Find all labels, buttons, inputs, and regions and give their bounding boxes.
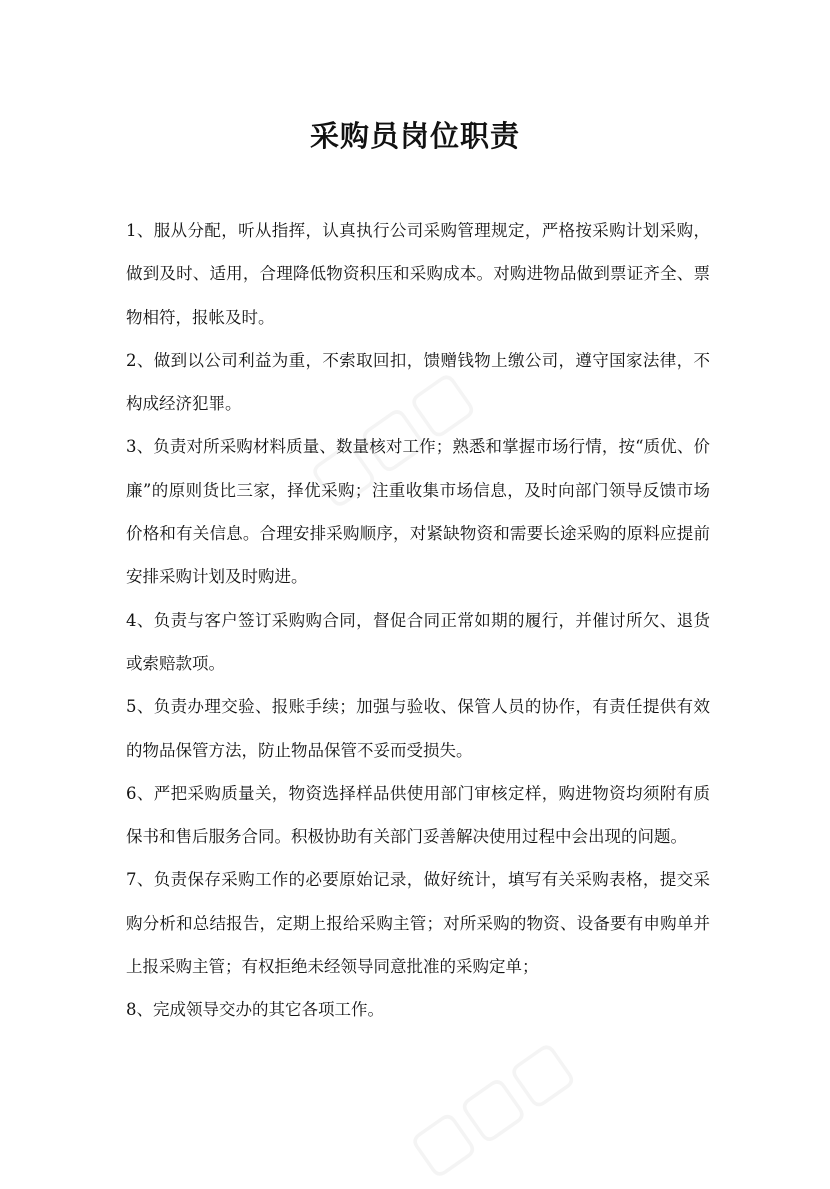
document-body [126,209,710,1032]
duty-item-2: 2、做到以公司利益为重，不索取回扣，馈赠钱物上缴公司，遵守国家法律，不构成经济犯罪。 [126,350,710,414]
duty-item-6: 6、严把采购质量关，物资选择样品供使用部门审核定样，购进物资均须附有质保书和售后服务合同。积极协助有关部门妥善解决使用过程中会出现的问题。 [126,783,710,847]
duty-item-1: 1、服从分配，听从指挥，认真执行公司采购管理规定，严格按采购计划采购，做到及时、适用，合理降低物资积压和采购成本。对购进物品做到票证齐全、票物相符，报帐及时。 [126,221,710,327]
duty-item-4: 4、负责与客户签订采购购合同，督促合同正常如期的履行，并催讨所欠、退货或索赔款项。 [126,610,710,673]
duty-item-3: 3、负责对所采购材料质量、数量核对工作；熟悉和掌握市场行情，按“质优、价廉”的原则货比三家，择优采购；注重收集市场信息，及时向部门领导反馈市场价格和有关信息。合理安排采购顺序，对紧缺物资和需要长途采购的原料应提前安排采购计划及时购进。 [126,437,710,587]
duty-item-5: 5、负责办理交验、报账手续；加强与验收、保管人员的协作，有责任提供有效的物品保管方法，防止物品保管不妥而受损失。 [126,697,710,760]
watermark [395,1025,586,1189]
duty-item-8: 8、完成领导交办的其它各项工作。 [126,1000,384,1020]
duty-item-7: 7、负责保存采购工作的必要原始记录，做好统计，填写有关采购表格，提交采购分析和总结报告，定期上报给采购主管；对所采购的物资、设备要有申购单并上报采购主管；有权拒绝未经领导同意批准的采购定单； [126,870,710,977]
document-title: 采购员岗位职责 [309,119,520,153]
